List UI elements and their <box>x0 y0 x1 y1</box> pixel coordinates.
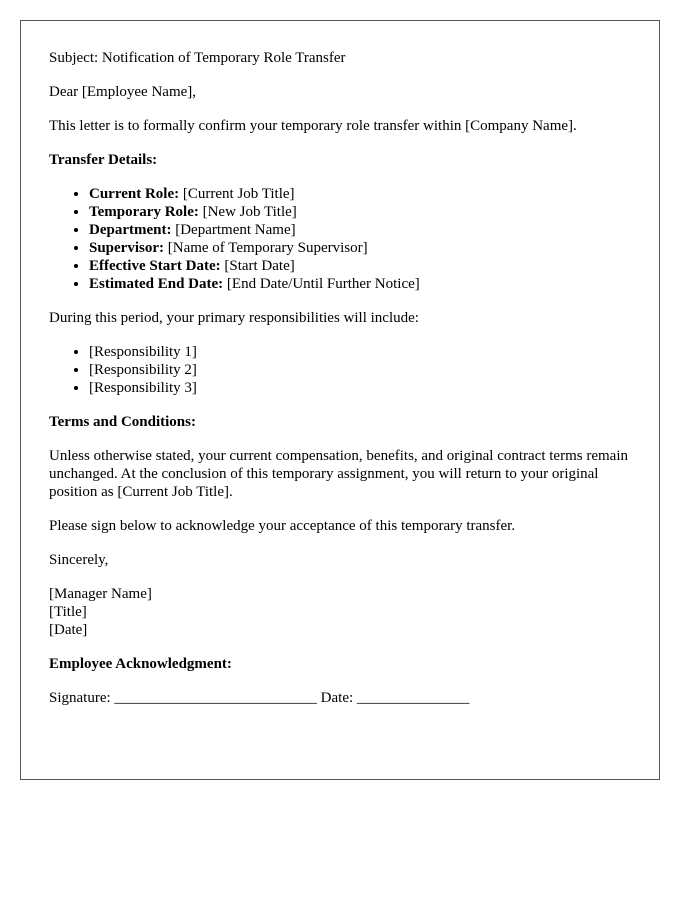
detail-current-role <box>89 185 631 203</box>
detail-label: Current Role: <box>89 186 180 202</box>
responsibilities-intro: During this period, your primary responsibilities will include: <box>49 310 419 326</box>
intro-paragraph: This letter is to formally confirm your temporary role transfer within [Company Name]. <box>49 118 577 134</box>
detail-start-date <box>89 257 631 275</box>
transfer-details-heading: Transfer Details: <box>49 152 158 168</box>
subject-line: Subject: Notification of Temporary Role Transfer <box>49 50 346 66</box>
manager-title: [Title] <box>49 604 87 620</box>
closing: Sincerely, <box>49 552 109 568</box>
detail-end-date <box>89 275 631 293</box>
acknowledge-request: Please sign below to acknowledge your acceptance of this temporary transfer. <box>49 518 516 534</box>
detail-value: [Current Job Title] <box>179 186 295 202</box>
detail-value: [New Job Title] <box>198 204 297 220</box>
manager-signature-block <box>49 585 631 639</box>
detail-label: Estimated End Date: <box>89 276 224 292</box>
greeting: Dear [Employee Name], <box>49 84 197 100</box>
detail-temporary-role <box>89 203 631 221</box>
acknowledgment-heading: Employee Acknowledgment: <box>49 656 232 672</box>
terms-heading: Terms and Conditions: <box>49 414 196 430</box>
detail-value: [Department Name] <box>171 222 296 238</box>
terms-paragraph: Unless otherwise stated, your current compensation, benefits, and original contract terms remain unchanged. At the conclusion of this temporary assignment, you will return to your original position as [Current Job Title]. <box>49 448 628 500</box>
detail-label: Effective Start Date: <box>89 258 221 274</box>
manager-name: [Manager Name] <box>49 586 152 602</box>
responsibility-item: • [Responsibility 3] <box>89 379 631 397</box>
detail-value: [End Date/Until Further Notice] <box>223 276 420 292</box>
detail-value: [Start Date] <box>220 258 295 274</box>
responsibilities-list <box>49 343 631 397</box>
detail-supervisor <box>89 239 631 257</box>
detail-label: Department: <box>89 222 172 238</box>
letter-document <box>20 20 660 780</box>
manager-date: [Date] <box>49 622 88 638</box>
responsibility-item: • [Responsibility 2] <box>89 361 631 379</box>
detail-department <box>89 221 631 239</box>
detail-label: Temporary Role: <box>89 204 199 220</box>
transfer-details-list <box>49 185 631 293</box>
signature-line: Signature: ___________________________ Date: _______________ <box>49 690 470 706</box>
detail-value: [Name of Temporary Supervisor] <box>164 240 368 256</box>
responsibility-item: • [Responsibility 1] <box>89 343 631 361</box>
detail-label: Supervisor: <box>89 240 164 256</box>
